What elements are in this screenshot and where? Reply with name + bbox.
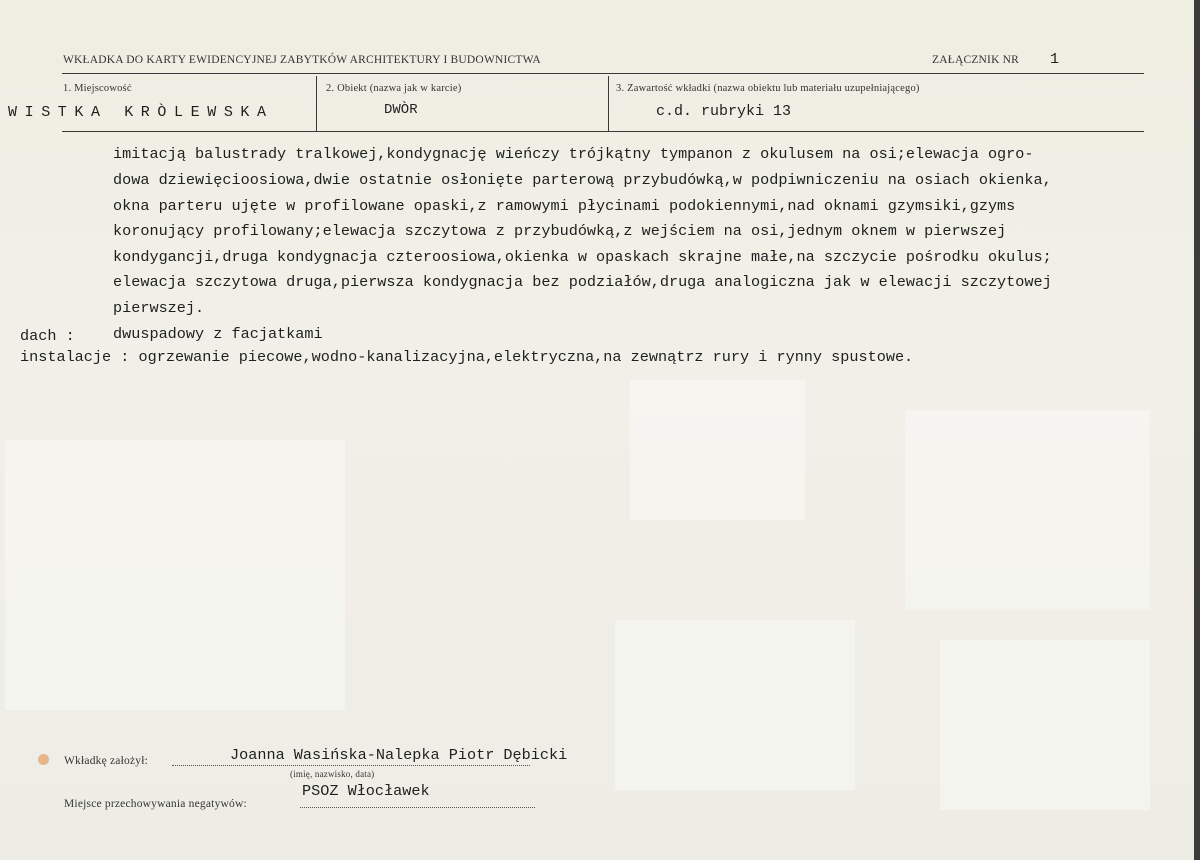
body-line: okna parteru ujęte w profilowane opaski,z ramowymi płycinami podokiennymi,nad oknami gzymsiki,gzyms bbox=[113, 197, 1016, 215]
content-label: 3. Zawartość wkładki (nazwa obiektu lub materiału uzupełniającego) bbox=[616, 83, 920, 94]
body-line: koronujący profilowany;elewacja szczytowa z przybudówką,z wejściem na osi,jednym oknem w pierwszej bbox=[113, 222, 1007, 240]
attachment-label: ZAŁĄCZNIK NR bbox=[932, 54, 1020, 66]
object-value: DWÒR bbox=[384, 102, 418, 118]
installations-text: instalacje : ogrzewanie piecowe,wodno-kanalizacyjna,elektryczna,na zewnątrz rury i rynny spustowe. bbox=[20, 348, 914, 366]
locality-label: 1. Miejscowość bbox=[63, 83, 132, 94]
object-label: 2. Obiekt (nazwa jak w karcie) bbox=[326, 83, 462, 94]
punch-hole-mark bbox=[38, 754, 49, 765]
body-line: kondygancji,druga kondygnacja czteroosiowa,okienka w opaskach skrajne małe,na szczycie pośrodku okulus; bbox=[113, 248, 1052, 266]
content-value: c.d. rubryki 13 bbox=[656, 103, 792, 120]
body-line: imitacją balustrady tralkowej,kondygnację wieńczy trójkątny tympanon z okulusem na osi;elewacja ogro- bbox=[113, 145, 1034, 163]
author-value: Joanna Wasińska-Nalepka Piotr Dębicki bbox=[230, 746, 568, 764]
scan-edge bbox=[1194, 0, 1200, 860]
roof-value: dwuspadowy z facjatkami bbox=[113, 325, 323, 343]
body-line: pierwszej. bbox=[113, 299, 205, 317]
field-divider bbox=[316, 76, 317, 131]
field-divider bbox=[608, 76, 609, 131]
author-dotted-line bbox=[172, 765, 530, 766]
negatives-label: Miejsce przechowywania negatywów: bbox=[64, 798, 247, 810]
author-label: Wkładkę założył: bbox=[64, 755, 148, 767]
locality-value: WISTKA KRÒLEWSKA bbox=[8, 104, 274, 121]
paper-light-patch bbox=[5, 440, 345, 710]
paper-light-patch bbox=[940, 640, 1150, 810]
paper-light-patch bbox=[630, 380, 805, 520]
header-rule bbox=[62, 73, 1144, 74]
body-line: dowa dziewięcioosiowa,dwie ostatnie osłonięte parterową przybudówką,w podpiwniczeniu na osiach okienka, bbox=[113, 171, 1052, 189]
body-line: elewacja szczytowa druga,pierwsza kondygnacja bez podziałów,druga analogiczna jak w elewacji szczytowej bbox=[113, 273, 1052, 291]
paper-light-patch bbox=[615, 620, 855, 790]
roof-label: dach : bbox=[20, 327, 75, 345]
form-title: WKŁADKA DO KARTY EWIDENCYJNEJ ZABYTKÓW ARCHITEKTURY I BUDOWNICTWA bbox=[63, 54, 541, 66]
attachment-number: 1 bbox=[1050, 51, 1060, 68]
fields-rule bbox=[62, 131, 1144, 132]
author-hint: (imię, nazwisko, data) bbox=[290, 769, 375, 779]
paper-light-patch bbox=[905, 410, 1150, 610]
negatives-dotted-line bbox=[300, 807, 535, 808]
negatives-value: PSOZ Włocławek bbox=[302, 782, 430, 800]
